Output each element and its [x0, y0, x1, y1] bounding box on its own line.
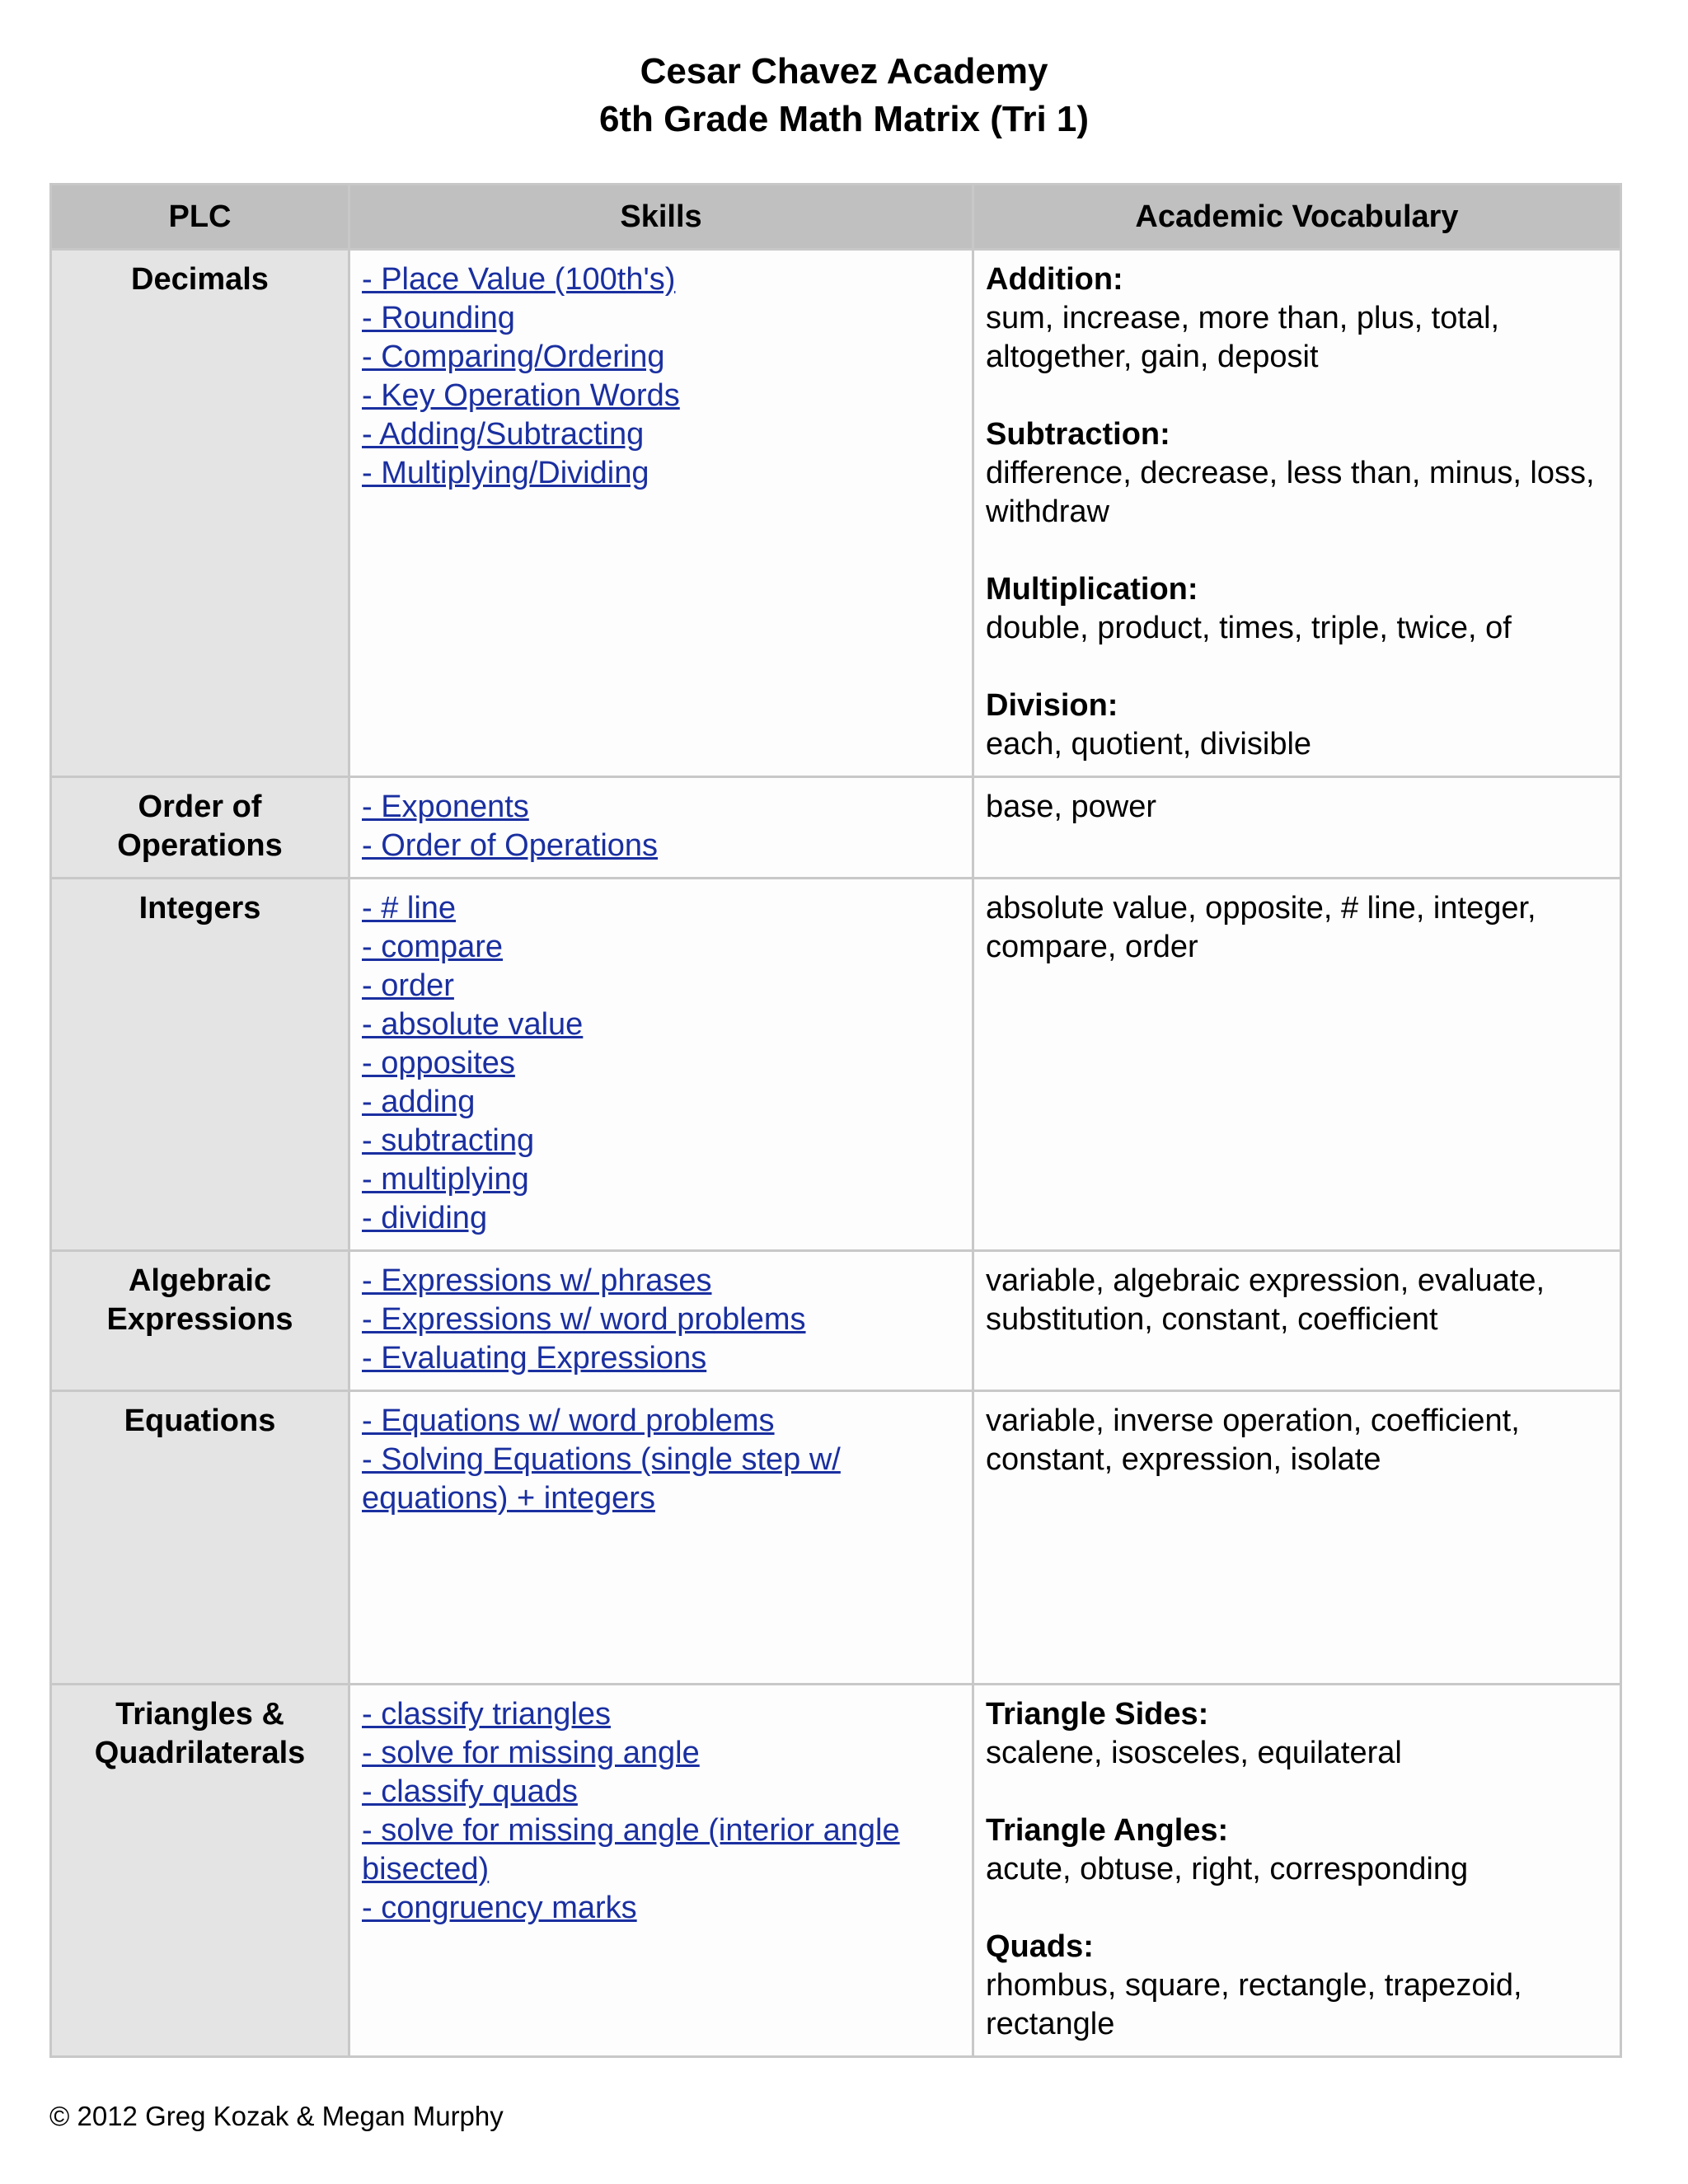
table-row: [51, 879, 1621, 1251]
skill-item: [362, 1441, 960, 1518]
skill-link[interactable]: - order: [362, 968, 454, 1003]
skill-item: [362, 1811, 960, 1889]
vocab-terms: rhombus, square, rectangle, trapezoid, rectangle: [986, 1968, 1522, 2041]
skill-link[interactable]: - classify quads: [362, 1774, 578, 1809]
skills-cell: [349, 250, 973, 777]
header-vocab: Academic Vocabulary: [973, 185, 1621, 250]
skill-item: [362, 1122, 960, 1160]
skill-item: [362, 454, 960, 493]
skill-link[interactable]: - subtracting: [362, 1123, 535, 1158]
skill-item: [362, 967, 960, 1005]
vocab-group: [986, 1811, 1608, 1889]
skill-item: [362, 1339, 960, 1378]
header-plc: PLC: [51, 185, 349, 250]
plc-cell: Integers: [51, 879, 349, 1251]
skill-item: [362, 788, 960, 827]
vocab-group: [986, 687, 1608, 764]
vocab-heading: Quads:: [986, 1929, 1094, 1964]
skill-link[interactable]: - adding: [362, 1085, 476, 1119]
vocab-heading: Addition:: [986, 262, 1123, 297]
plc-cell: Algebraic Expressions: [51, 1251, 349, 1391]
skill-link[interactable]: - # line: [362, 891, 457, 926]
vocab-terms: sum, increase, more than, plus, total, altogether, gain, deposit: [986, 301, 1500, 374]
skills-cell: [349, 1251, 973, 1391]
vocab-terms: scalene, isosceles, equilateral: [986, 1736, 1402, 1770]
skill-item: [362, 1044, 960, 1083]
skill-item: [362, 299, 960, 338]
skill-link[interactable]: - Comparing/Ordering: [362, 340, 665, 374]
vocab-group: [986, 1262, 1608, 1339]
skill-link[interactable]: - compare: [362, 930, 504, 964]
vocab-heading: Multiplication:: [986, 572, 1198, 607]
skill-link[interactable]: - Solving Equations (single step w/ equations) + integers: [362, 1442, 841, 1516]
vocab-terms: acute, obtuse, right, corresponding: [986, 1852, 1469, 1886]
skill-item: [362, 415, 960, 454]
skill-link[interactable]: - multiplying: [362, 1162, 529, 1197]
vocab-group: [986, 788, 1608, 827]
skill-item: [362, 1199, 960, 1238]
skill-link[interactable]: - Expressions w/ word problems: [362, 1302, 806, 1337]
skills-cell: [349, 1391, 973, 1685]
skill-item: [362, 338, 960, 377]
skill-item: [362, 1301, 960, 1339]
skill-link[interactable]: - solve for missing angle: [362, 1736, 700, 1770]
skill-item: [362, 1889, 960, 1928]
vocab-terms: base, power: [986, 790, 1157, 824]
vocab-terms: variable, algebraic expression, evaluate, substitution, constant, coefficient: [986, 1263, 1545, 1337]
vocab-cell: [973, 250, 1621, 777]
vocab-heading: Division:: [986, 688, 1118, 723]
skill-link[interactable]: - Multiplying/Dividing: [362, 456, 649, 490]
skill-link[interactable]: - Rounding: [362, 301, 515, 335]
skills-cell: [349, 1685, 973, 2057]
vocab-terms: absolute value, opposite, # line, integer, compare, order: [986, 891, 1536, 964]
skill-link[interactable]: - solve for missing angle (interior angle bisected): [362, 1813, 900, 1886]
header-row: [51, 185, 1621, 250]
vocab-cell: [973, 1391, 1621, 1685]
vocab-group: [986, 1695, 1608, 1773]
table-row: [51, 1391, 1621, 1685]
plc-cell: Equations: [51, 1391, 349, 1685]
vocab-heading: Subtraction:: [986, 417, 1170, 452]
skill-link[interactable]: - Order of Operations: [362, 828, 659, 863]
math-matrix-table: [49, 183, 1622, 2058]
skill-link[interactable]: - classify triangles: [362, 1697, 611, 1732]
document-title: [0, 48, 1688, 143]
table-row: [51, 1251, 1621, 1391]
skill-link[interactable]: - Exponents: [362, 790, 529, 824]
header-skills: Skills: [349, 185, 973, 250]
skill-item: [362, 928, 960, 967]
vocab-terms: each, quotient, divisible: [986, 727, 1312, 762]
skill-item: [362, 1083, 960, 1122]
vocab-terms: difference, decrease, less than, minus, loss, withdraw: [986, 456, 1595, 529]
skill-item: [362, 1262, 960, 1301]
skill-item: [362, 260, 960, 299]
vocab-cell: [973, 777, 1621, 879]
skill-link[interactable]: - Equations w/ word problems: [362, 1404, 775, 1438]
title-school: Cesar Chavez Academy: [640, 51, 1048, 91]
vocab-cell: [973, 1685, 1621, 2057]
skill-link[interactable]: - Adding/Subtracting: [362, 417, 645, 452]
skills-cell: [349, 879, 973, 1251]
table-row: [51, 777, 1621, 879]
vocab-group: [986, 415, 1608, 532]
vocab-group: [986, 260, 1608, 377]
matrix-body: [51, 250, 1621, 2057]
skill-link[interactable]: - Expressions w/ phrases: [362, 1263, 712, 1298]
skill-item: [362, 377, 960, 415]
skills-cell: [349, 777, 973, 879]
skill-link[interactable]: - dividing: [362, 1201, 488, 1235]
skill-item: [362, 1160, 960, 1199]
plc-cell: Order of Operations: [51, 777, 349, 879]
vocab-group: [986, 570, 1608, 648]
skill-item: [362, 1402, 960, 1441]
vocab-group: [986, 1402, 1608, 1479]
skill-item: [362, 1695, 960, 1734]
skill-item: [362, 1734, 960, 1773]
skill-item: [362, 1773, 960, 1811]
vocab-terms: variable, inverse operation, coefficient, constant, expression, isolate: [986, 1404, 1520, 1477]
table-row: [51, 250, 1621, 777]
skill-item: [362, 1005, 960, 1044]
skill-item: [362, 889, 960, 928]
skill-item: [362, 827, 960, 865]
vocab-group: [986, 1928, 1608, 2044]
table-row: [51, 1685, 1621, 2057]
skill-link[interactable]: - Key Operation Words: [362, 378, 680, 413]
vocab-cell: [973, 879, 1621, 1251]
plc-cell: Triangles & Quadrilaterals: [51, 1685, 349, 2057]
skill-link[interactable]: - Place Value (100th's): [362, 262, 676, 297]
vocab-group: [986, 889, 1608, 967]
vocab-cell: [973, 1251, 1621, 1391]
skill-link[interactable]: - congruency marks: [362, 1891, 637, 1925]
vocab-heading: Triangle Sides:: [986, 1697, 1209, 1732]
skill-link[interactable]: - Evaluating Expressions: [362, 1341, 707, 1376]
plc-cell: Decimals: [51, 250, 349, 777]
skill-link[interactable]: - absolute value: [362, 1007, 584, 1042]
title-matrix: 6th Grade Math Matrix (Tri 1): [598, 99, 1090, 139]
vocab-terms: double, product, times, triple, twice, of: [986, 611, 1512, 645]
copyright-notice: © 2012 Greg Kozak & Megan Murphy: [49, 2101, 504, 2131]
vocab-heading: Triangle Angles:: [986, 1813, 1229, 1848]
skill-link[interactable]: - opposites: [362, 1046, 515, 1080]
